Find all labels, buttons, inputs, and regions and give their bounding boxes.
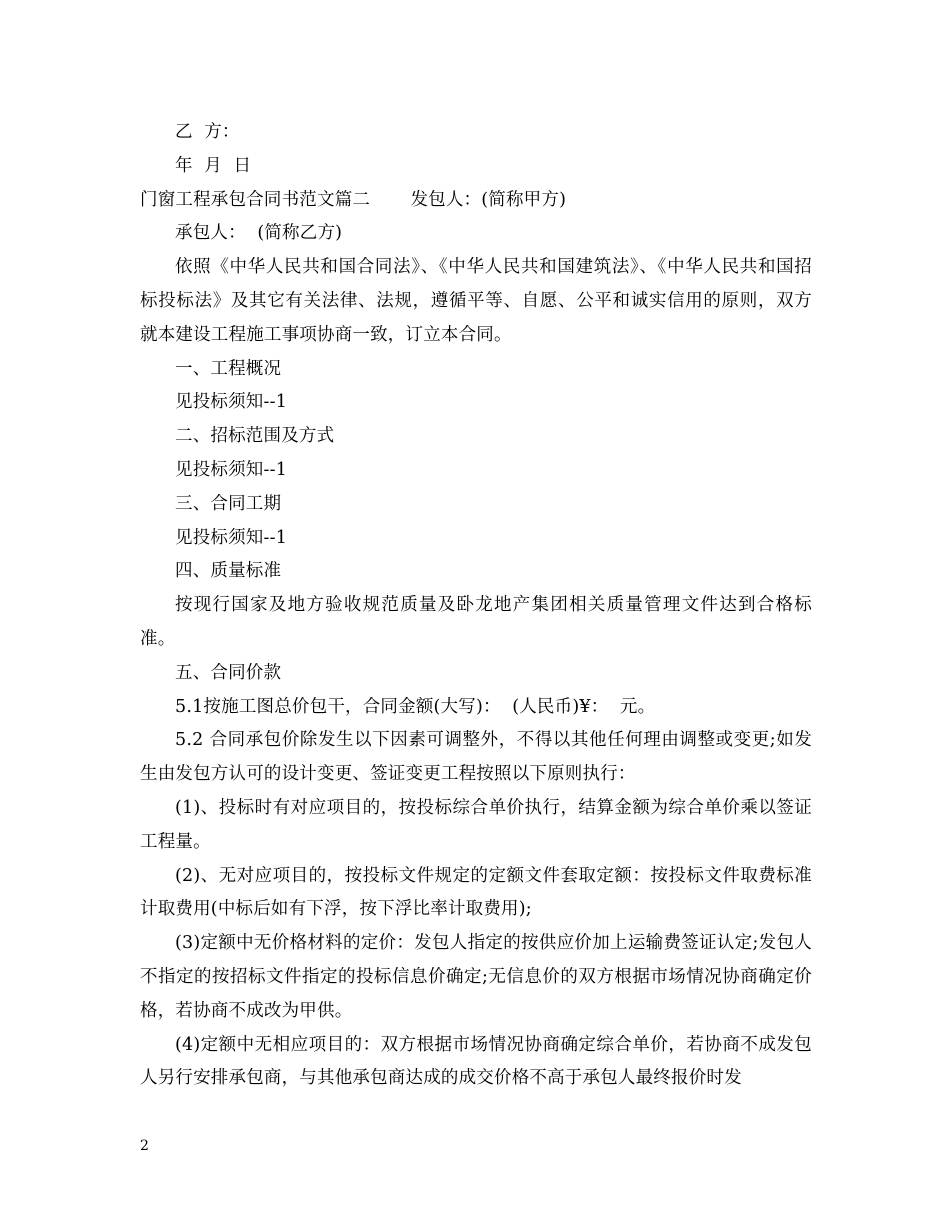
section-heading-duration: 三、合同工期 — [175, 493, 282, 514]
clause-item-3: (3)定额中无价格材料的定价：发包人指定的按供应价加上运输费签证认定;发包人不指定的按招标文件指定的投标信息价确定;无信息价的双方根据市场情况协商确定价格，若协商不成改为甲供。 — [140, 933, 812, 1021]
section-heading-scope: 二、招标范围及方式 — [175, 426, 335, 447]
paragraph-contractor: 承包人： (简称乙方) — [175, 223, 343, 244]
section-heading-quality: 四、质量标准 — [175, 561, 282, 582]
paragraph-see-notice-1: 见投标须知--1 — [175, 392, 288, 413]
paragraph-preamble: 依照《中华人民共和国合同法》、《中华人民共和国建筑法》、《中华人民共和国招标投标法》及其它有关法律、法规，遵循平等、自愿、公平和诚实信用的原则，双方就本建设工程施工事项协商一致，订立本合同。 — [140, 257, 812, 345]
paragraph-date: 年 月 日 — [175, 155, 252, 176]
page-number: 2 — [140, 1138, 149, 1154]
clause-5-2: 5.2 合同承包价除发生以下因素可调整外，不得以其他任何理由调整或变更;如发生由发包方认可的设计变更、签证变更工程按照以下原则执行： — [140, 730, 812, 785]
clause-item-4: (4)定额中无相应项目的：双方根据市场情况协商确定综合单价，若协商不成发包人另行安排承包商，与其他承包商达成的成交价格不高于承包人最终报价时发 — [140, 1034, 812, 1089]
paragraph-see-notice-3: 见投标须知--1 — [175, 527, 288, 548]
paragraph-title-employer: 门窗工程承包合同书范文篇二 发包人：(简称甲方) — [140, 189, 567, 210]
section-heading-project-overview: 一、工程概况 — [175, 358, 282, 379]
clause-5-1: 5.1按施工图总价包干，合同金额(大写)： (人民币)¥： 元。 — [175, 696, 656, 717]
document-body — [140, 116, 812, 1096]
paragraph-quality-standard: 按现行国家及地方验收规范质量及卧龙地产集团相关质量管理文件达到合格标准。 — [140, 595, 812, 649]
clause-item-2: (2)、无对应项目的，按投标文件规定的定额文件套取定额：按投标文件取费标准计取费用(中标后如有下浮，按下浮比率计取费用); — [140, 865, 812, 920]
clause-item-1: (1)、投标时有对应项目的，按投标综合单价执行，结算金额为综合单价乘以签证工程量。 — [140, 797, 812, 852]
section-heading-price: 五、合同价款 — [175, 662, 282, 683]
paragraph-party-b: 乙 方： — [175, 122, 240, 142]
paragraph-see-notice-2: 见投标须知--1 — [175, 459, 288, 480]
